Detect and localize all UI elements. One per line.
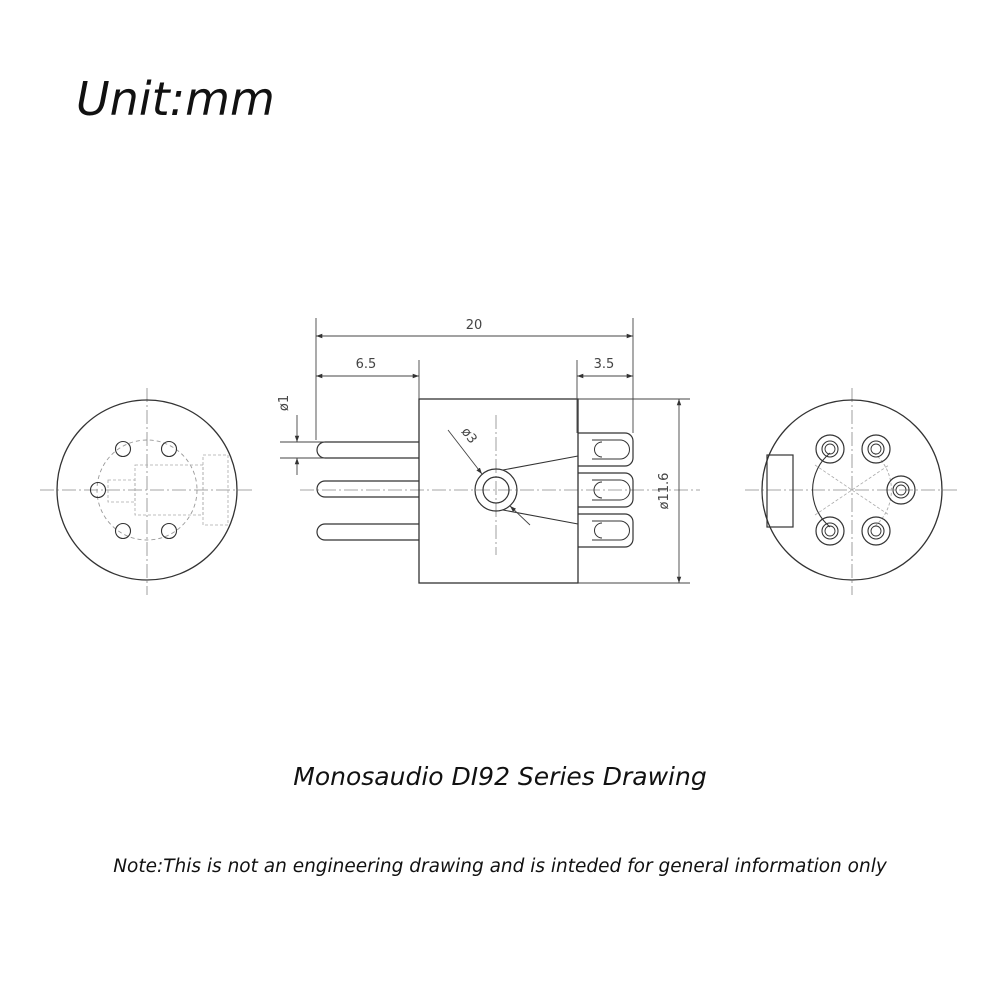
dimension-lines xyxy=(280,318,690,583)
drawing-caption: Monosaudio DI92 Series Drawing xyxy=(293,762,707,791)
disclaimer-note: Note:This is not an engineering drawing and is inteded for general information only xyxy=(113,856,887,877)
right-end-view xyxy=(745,388,960,595)
dim-contact-length: 3.5 xyxy=(593,357,615,372)
unit-title: Unit:mm xyxy=(76,72,275,126)
dim-hole-diameter: ø3 xyxy=(457,424,480,447)
dim-pin-length: 6.5 xyxy=(355,357,377,372)
dim-body-diameter: ø11.6 xyxy=(657,472,672,510)
left-end-view xyxy=(40,388,255,595)
side-view xyxy=(300,399,700,583)
dim-overall-length: 20 xyxy=(465,318,483,333)
dim-pin-diameter: ø1 xyxy=(277,394,292,412)
